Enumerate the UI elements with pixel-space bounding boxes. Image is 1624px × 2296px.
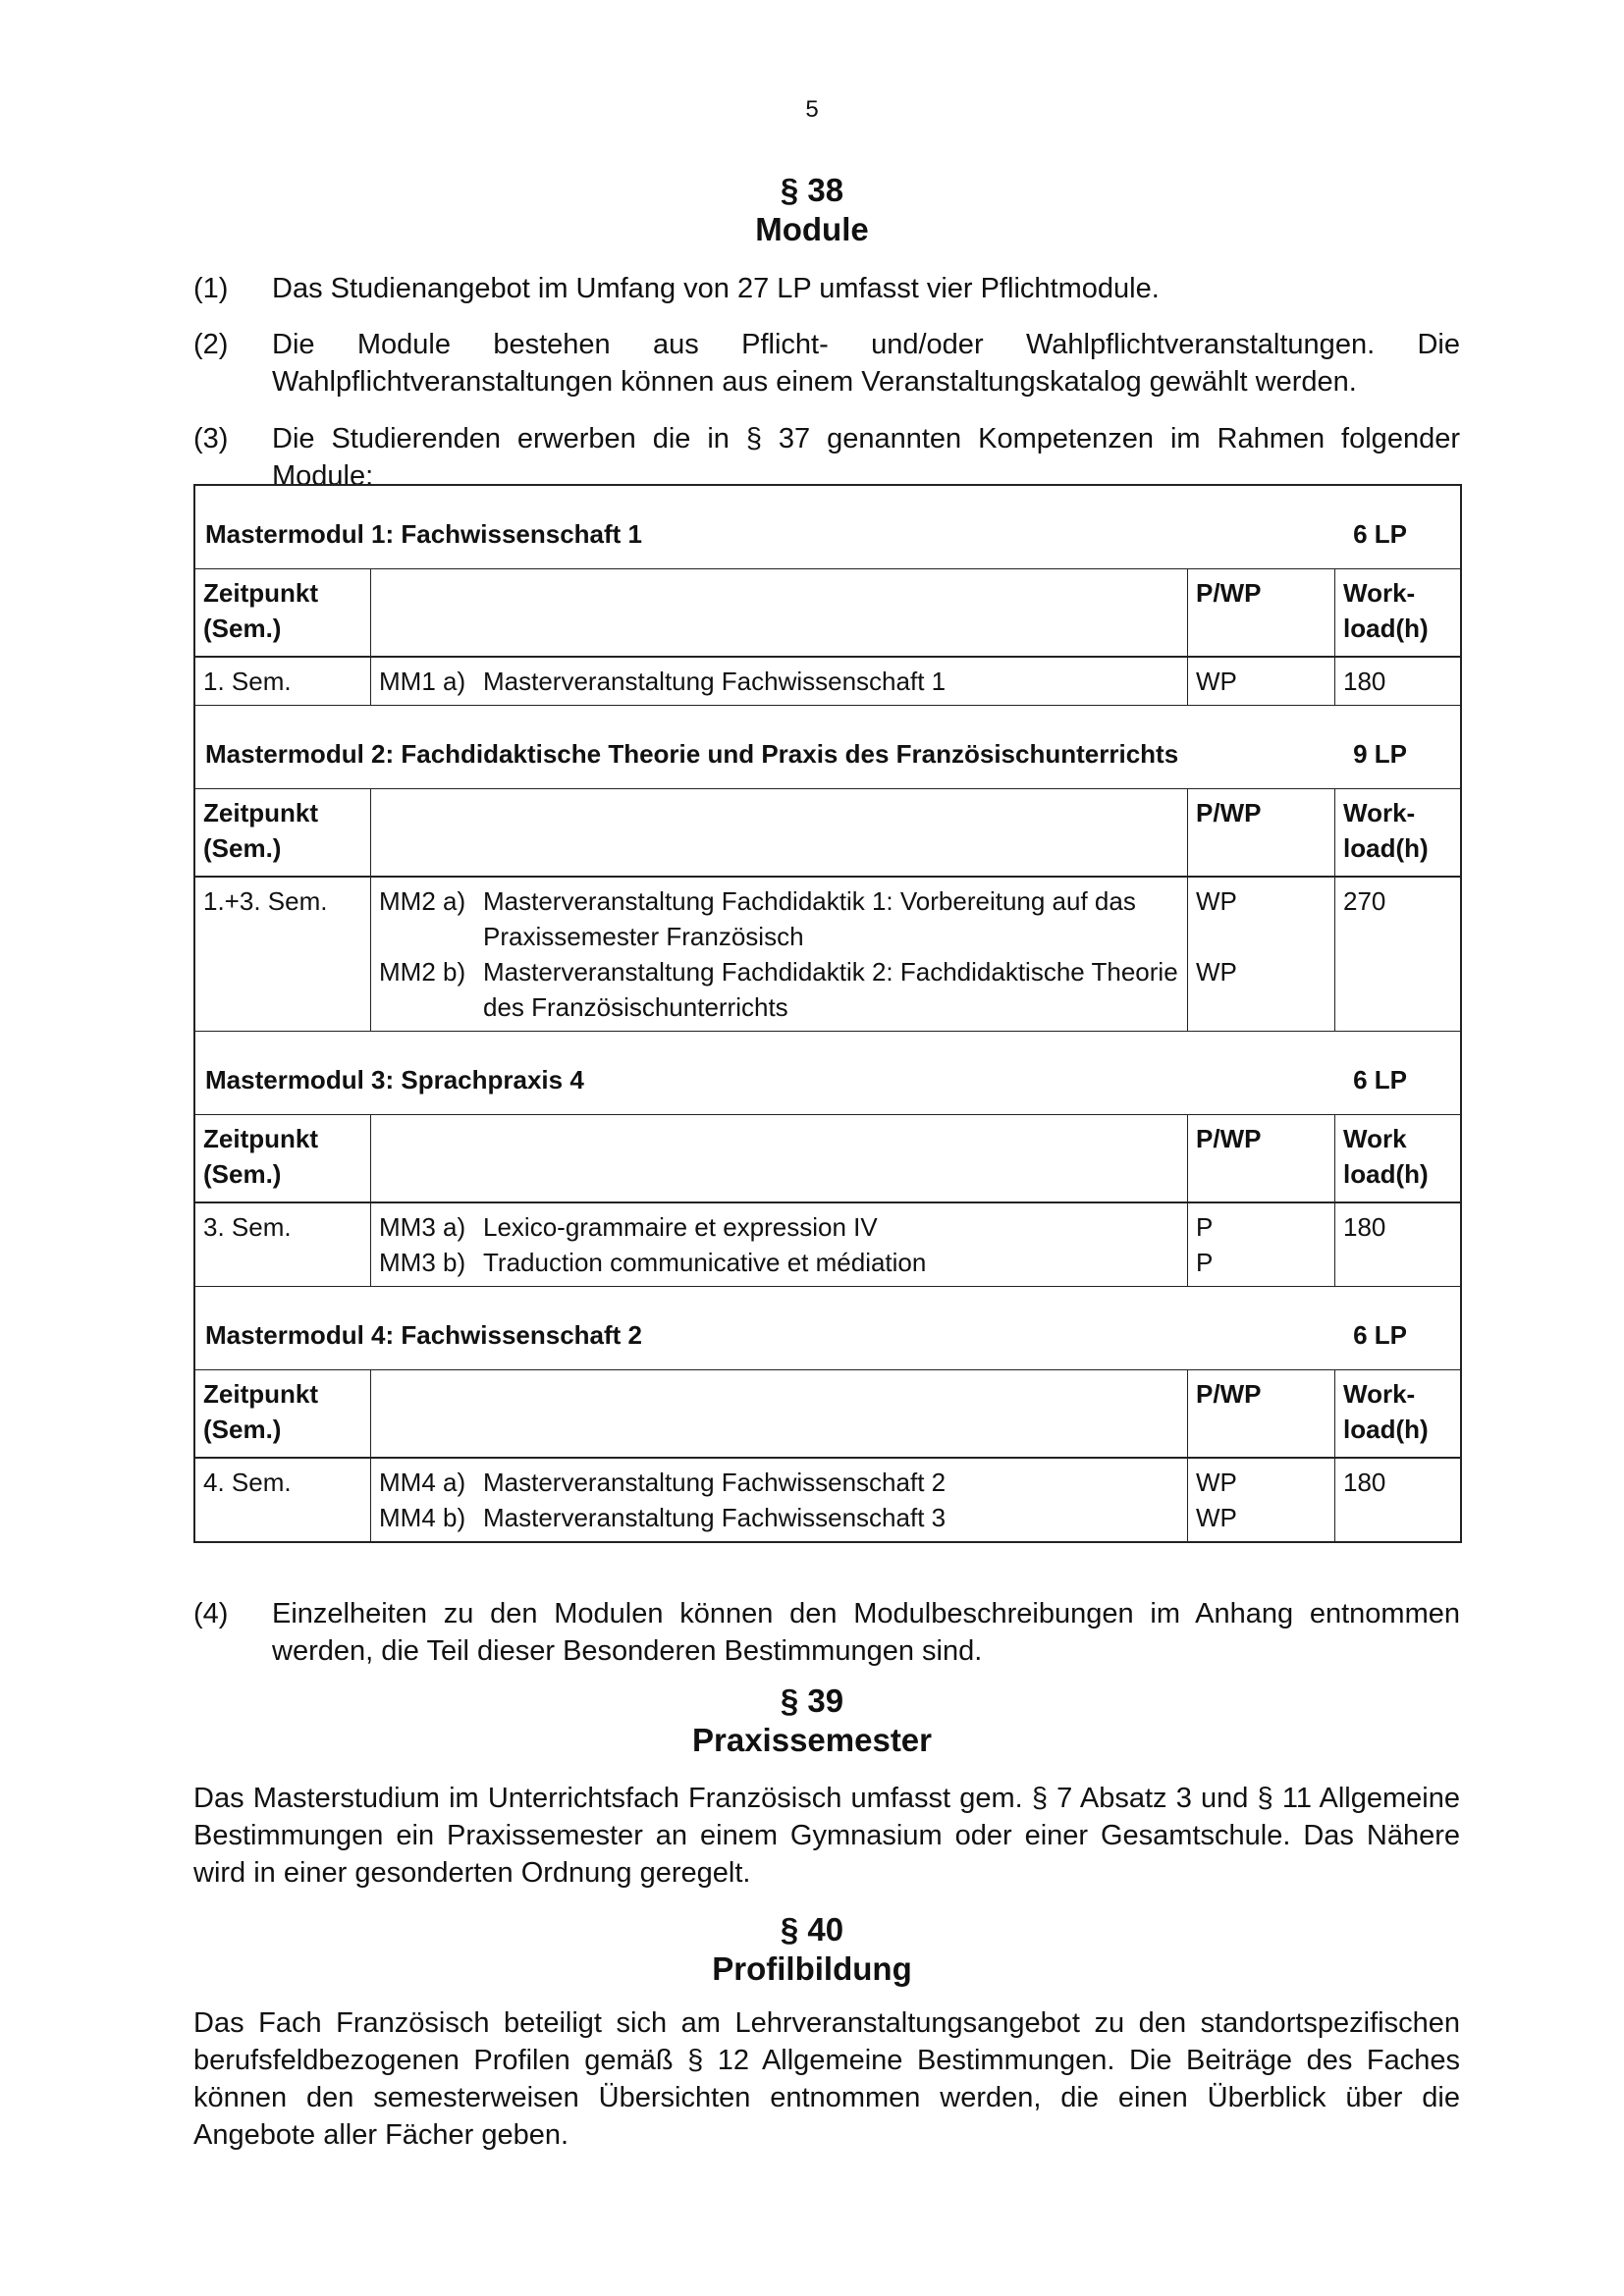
section-39-symbol: § 39 <box>780 1682 844 1719</box>
course-pwp: WP <box>1196 1468 1237 1497</box>
paragraph-text: Die Module bestehen aus Pflicht- und/oder Wahlpflichtveranstaltungen. Die Wahlpflichtveranstaltungen können aus einem Veranstaltungskatalog gewählt werden. <box>272 329 1460 398</box>
module-block <box>195 705 1460 1031</box>
semester-cell: 4. Sem. <box>203 1468 292 1497</box>
course-pwp: WP <box>1196 886 1237 916</box>
header-workload: Work- load(h) <box>1334 569 1460 656</box>
course-name: Masterveranstaltung Fachwissenschaft 3 <box>483 1503 947 1532</box>
paragraph-number: (2) <box>193 329 229 360</box>
section-40-heading <box>0 1910 1624 1989</box>
section-39-heading <box>0 1682 1624 1760</box>
modules-table <box>193 484 1462 1543</box>
paragraph-number: (4) <box>193 1598 229 1629</box>
workload-cell: 270 <box>1334 878 1460 1031</box>
module-lp: 6 LP <box>1353 519 1407 549</box>
course-name: Masterveranstaltung Fachdidaktik 2: Fachdidaktische Theorie des Französischunterrichts <box>483 957 1178 1022</box>
module-header-row <box>195 788 1460 876</box>
paragraph-number: (1) <box>193 273 229 304</box>
module-block <box>195 1286 1460 1541</box>
pwp-cell <box>1187 658 1334 705</box>
section-40-text: Das Fach Französisch beteiligt sich am Lehrveranstaltungsangebot zu den standortspezifischen berufsfeldbezogenen Profilen gemäß § 12 Allgemeine Bestimmungen. Die Beiträge des Faches können den semesterweisen Übersichten entnommen werden, die einen Überblick über die Angebote aller Fächer geben. <box>193 2007 1460 2151</box>
module-body-row <box>195 1201 1460 1286</box>
module-title: Mastermodul 3: Sprachpraxis 4 <box>205 1065 584 1095</box>
module-body-row <box>195 1457 1460 1541</box>
semester-cell: 1. Sem. <box>203 667 292 696</box>
header-zeitpunkt: Zeitpunkt (Sem.) <box>203 1379 318 1444</box>
course-name: Traduction communicative et médiation <box>483 1248 927 1277</box>
paragraph-4 <box>193 1595 1460 1670</box>
section-39-title: Praxissemester <box>691 1722 933 1758</box>
course-entry <box>379 1209 1179 1245</box>
semester-cell: 1.+3. Sem. <box>203 886 328 916</box>
paragraph-text: Einzelheiten zu den Modulen können den Modulbeschreibungen im Anhang entnommen werden, die Teil dieser Besonderen Bestimmungen sind. <box>272 1598 1460 1667</box>
header-blank <box>370 789 1187 876</box>
module-lp: 9 LP <box>1353 739 1407 769</box>
course-pwp: P <box>1196 1248 1214 1277</box>
section-38-symbol: § 38 <box>780 172 844 208</box>
header-pwp: P/WP <box>1187 789 1334 876</box>
module-title: Mastermodul 2: Fachdidaktische Theorie und Praxis des Französischunterrichts <box>205 739 1179 769</box>
course-entry <box>379 954 1179 1025</box>
workload-cell: 180 <box>1334 1203 1460 1286</box>
course-entry <box>379 1465 1179 1500</box>
header-workload: Work- load(h) <box>1334 1370 1460 1457</box>
course-code: MM3 a) <box>379 1212 466 1242</box>
module-block <box>195 486 1460 705</box>
module-lp: 6 LP <box>1353 1320 1407 1350</box>
pwp-cell <box>1187 1459 1334 1541</box>
course-name: Lexico-grammaire et expression IV <box>483 1212 878 1242</box>
section-39-text: Das Masterstudium im Unterrichtsfach Französisch umfasst gem. § 7 Absatz 3 und § 11 Allgemeine Bestimmungen ein Praxissemester an einem Gymnasium oder einer Gesamtschule. Das Nähere wird in einer gesonderten Ordnung geregelt. <box>193 1783 1460 1889</box>
course-pwp: WP <box>1196 957 1237 987</box>
course-code: MM4 a) <box>379 1468 466 1497</box>
module-header-row <box>195 1369 1460 1457</box>
header-zeitpunkt: Zeitpunkt (Sem.) <box>203 1124 318 1189</box>
semester-cell: 3. Sem. <box>203 1212 292 1242</box>
page-number: 5 <box>805 96 819 123</box>
header-pwp: P/WP <box>1187 1370 1334 1457</box>
module-header-row <box>195 1114 1460 1201</box>
module-title-row <box>195 1032 1460 1114</box>
course-name: Masterveranstaltung Fachdidaktik 1: Vorbereitung auf das Praxissemester Französisch <box>483 886 1136 951</box>
module-title: Mastermodul 4: Fachwissenschaft 2 <box>205 1320 643 1350</box>
pwp-cell <box>1187 878 1334 1031</box>
section-40-title: Profilbildung <box>712 1950 912 1987</box>
course-pwp: P <box>1196 1212 1214 1242</box>
header-blank <box>370 1370 1187 1457</box>
course-entry <box>379 664 1179 699</box>
header-blank <box>370 569 1187 656</box>
section-38-heading <box>0 171 1624 249</box>
course-pwp: WP <box>1196 667 1237 696</box>
section-40-symbol: § 40 <box>780 1911 844 1948</box>
header-workload: Work- load(h) <box>1334 789 1460 876</box>
header-zeitpunkt: Zeitpunkt (Sem.) <box>203 578 318 643</box>
module-title-row <box>195 486 1460 568</box>
module-title-row <box>195 1287 1460 1369</box>
course-entry <box>379 1500 1179 1535</box>
course-pwp: WP <box>1196 1503 1237 1532</box>
header-blank <box>370 1115 1187 1201</box>
workload-cell: 180 <box>1334 1459 1460 1541</box>
module-title-row <box>195 706 1460 788</box>
paragraph-text: Die Studierenden erwerben die in § 37 genannten Kompetenzen im Rahmen folgender Module: <box>272 423 1460 492</box>
header-workload: Work load(h) <box>1334 1115 1460 1201</box>
header-pwp: P/WP <box>1187 569 1334 656</box>
course-entry <box>379 883 1179 954</box>
paragraph-number: (3) <box>193 423 229 454</box>
module-header-row <box>195 568 1460 656</box>
course-name: Masterveranstaltung Fachwissenschaft 1 <box>483 667 947 696</box>
header-zeitpunkt: Zeitpunkt (Sem.) <box>203 798 318 863</box>
paragraph-text: Das Studienangebot im Umfang von 27 LP umfasst vier Pflichtmodule. <box>272 273 1160 304</box>
courses-cell <box>370 878 1187 1031</box>
courses-cell <box>370 1203 1187 1286</box>
module-body-row <box>195 656 1460 705</box>
courses-cell <box>370 658 1187 705</box>
workload-cell: 180 <box>1334 658 1460 705</box>
paragraph-1 <box>193 270 1460 307</box>
course-code: MM4 b) <box>379 1503 466 1532</box>
pwp-cell <box>1187 1203 1334 1286</box>
course-name: Masterveranstaltung Fachwissenschaft 2 <box>483 1468 947 1497</box>
module-block <box>195 1031 1460 1286</box>
course-code: MM2 b) <box>379 957 466 987</box>
paragraph-2 <box>193 326 1460 400</box>
course-code: MM3 b) <box>379 1248 466 1277</box>
module-title: Mastermodul 1: Fachwissenschaft 1 <box>205 519 643 549</box>
header-pwp: P/WP <box>1187 1115 1334 1201</box>
module-body-row <box>195 876 1460 1031</box>
module-lp: 6 LP <box>1353 1065 1407 1095</box>
course-code: MM2 a) <box>379 886 466 916</box>
section-38-title: Module <box>755 211 869 247</box>
course-entry <box>379 1245 1179 1280</box>
courses-cell <box>370 1459 1187 1541</box>
course-code: MM1 a) <box>379 667 466 696</box>
